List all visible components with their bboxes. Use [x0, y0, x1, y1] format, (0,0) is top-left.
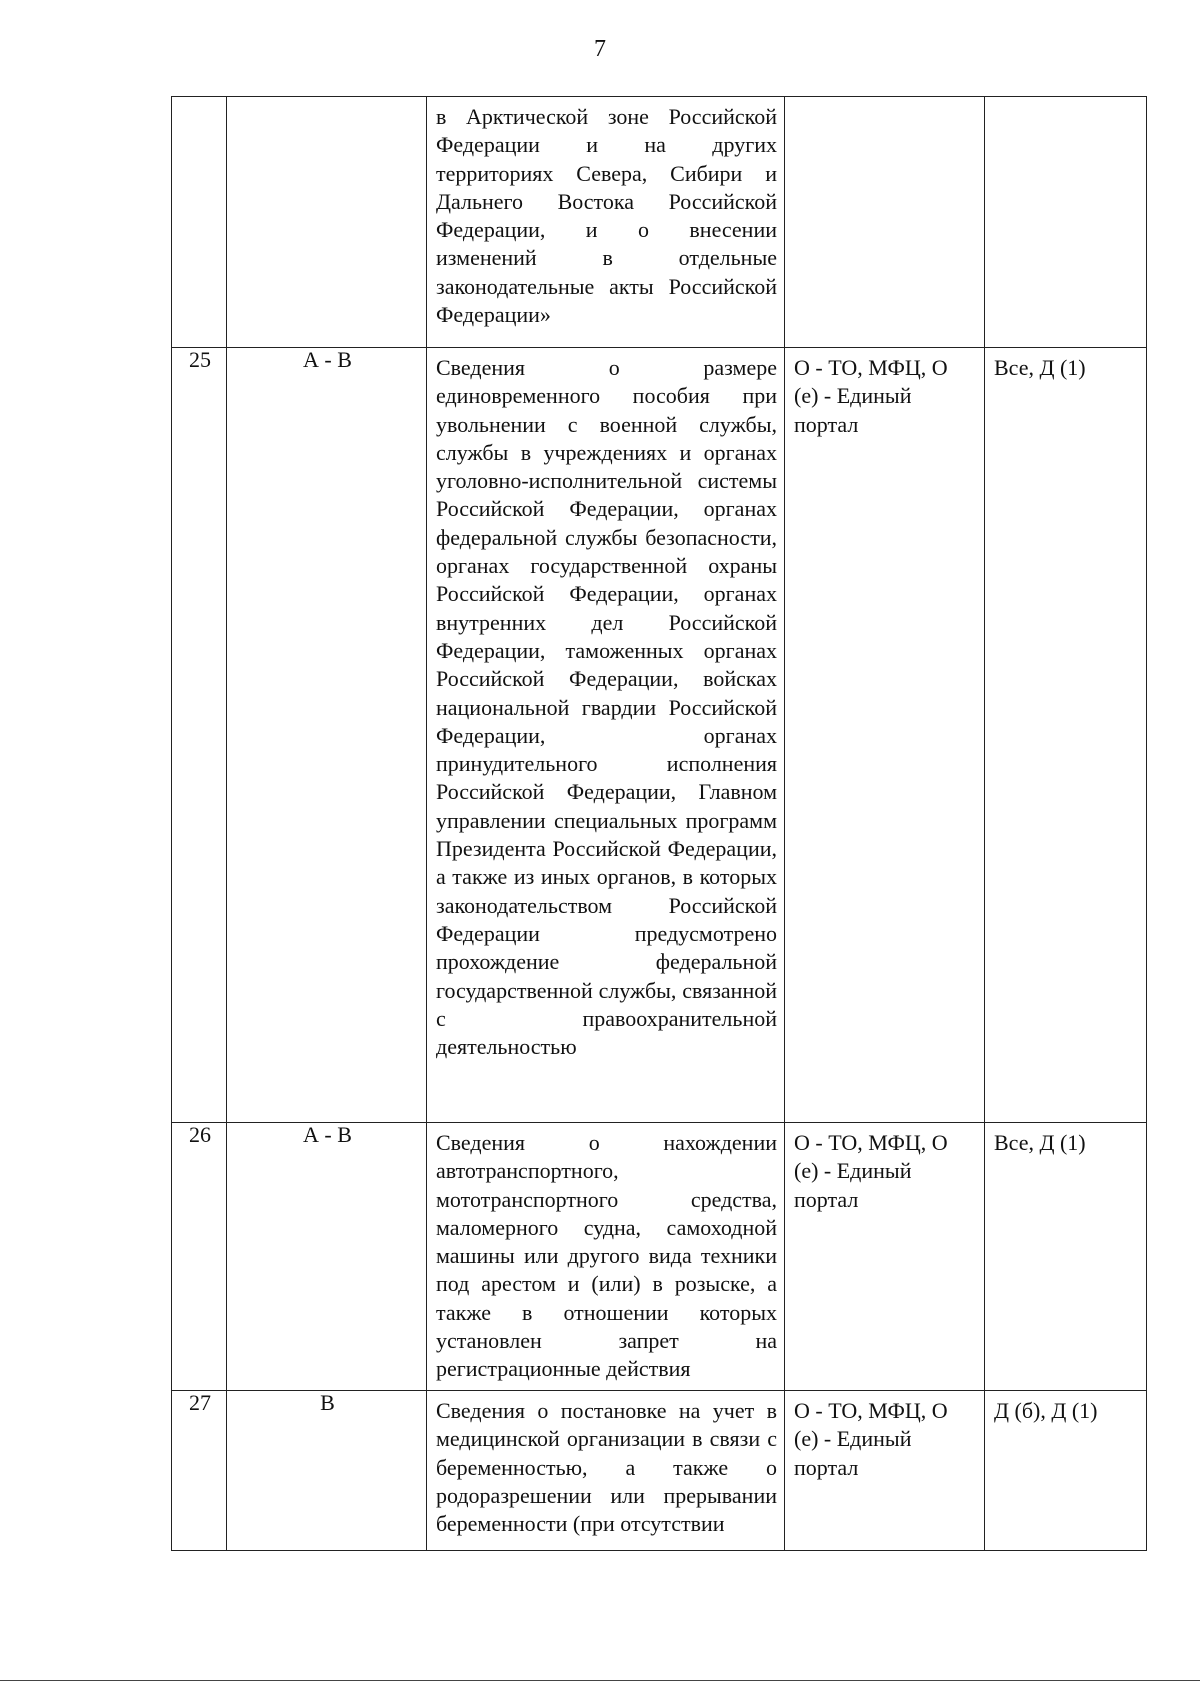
- row-description: в Арктической зоне Российской Федерации и на других территориях Севера, Сибири и Дальнего Востока Российской Федерации, и о внесении изменений в отдельные законодательные акты Российской Федерации»: [427, 97, 785, 348]
- row-source: О - ТО, МФЦ, О (е) - Единый портал: [785, 1123, 985, 1391]
- row-number: [172, 1123, 227, 1391]
- row-description: Сведения о постановке на учет в медицинской организации в связи с беременностью, а также о родоразрешении или прерывании беременности (при отсутствии: [427, 1391, 785, 1551]
- table-row: [172, 1391, 1147, 1551]
- row-applicants: [985, 97, 1147, 348]
- row-number: [172, 348, 227, 1123]
- row-category-text: В: [320, 1390, 335, 1415]
- row-description: Сведения о нахождении автотранспортного, мототранспортного средства, маломерного судна, самоходной машины или другого вида техники под арестом и (или) в розыске, а также в отношении которых установлен запрет на регистрационные действия: [427, 1123, 785, 1391]
- row-source: О - ТО, МФЦ, О (е) - Единый портал: [785, 1391, 985, 1551]
- row-description: Сведения о размере единовременного пособия при увольнении с военной службы, службы в учреждениях и органах уголовно-исполнительной системы Российской Федерации, органах федеральной службы безопасности, органах государственной охраны Российской Федерации, органах внутренних дел Российской Федерации, таможенных органах Российской Федерации, войсках национальной гвардии Российской Федерации, органах принудительного исполнения Российской Федерации, Главном управлении специальных программ Президента Российской Федерации, а также из иных органов, в которых законодательством Российской Федерации предусмотрено прохождение федеральной государственной службы, связанной с правоохранительной деятельностью: [427, 348, 785, 1123]
- row-source: О - ТО, МФЦ, О (е) - Единый портал: [785, 348, 985, 1123]
- row-number-text: 25: [189, 347, 211, 372]
- page-bottom-rule: [0, 1680, 1200, 1681]
- row-category: [227, 348, 427, 1123]
- row-category: [227, 1391, 427, 1551]
- table-row: [172, 348, 1147, 1123]
- row-category: [227, 1123, 427, 1391]
- row-category-text: А - В: [303, 1122, 352, 1147]
- row-category: [227, 97, 427, 348]
- table-row: [172, 97, 1147, 348]
- row-number-text: 26: [189, 1122, 211, 1147]
- services-table: [171, 96, 1147, 1551]
- row-number-text: 27: [189, 1390, 211, 1415]
- row-applicants: Все, Д (1): [985, 1123, 1147, 1391]
- row-applicants: Все, Д (1): [985, 348, 1147, 1123]
- table-row: [172, 1123, 1147, 1391]
- row-source: [785, 97, 985, 348]
- row-category-text: А - В: [303, 347, 352, 372]
- row-applicants: Д (б), Д (1): [985, 1391, 1147, 1551]
- row-number: [172, 1391, 227, 1551]
- row-number: [172, 97, 227, 348]
- page-number: 7: [594, 36, 606, 62]
